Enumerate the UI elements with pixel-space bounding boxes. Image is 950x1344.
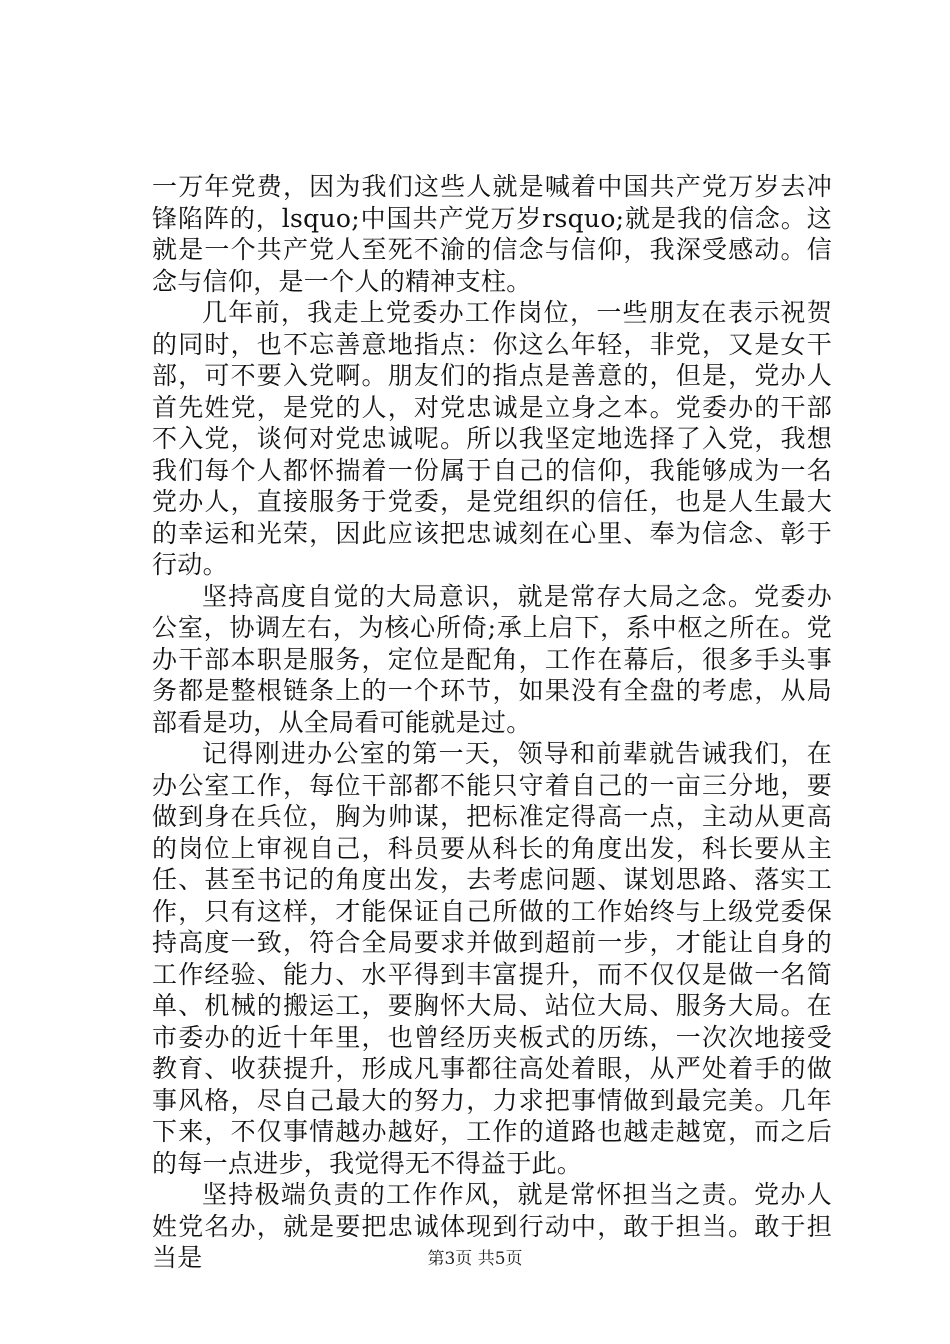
paragraph-3: 坚持高度自觉的大局意识，就是常存大局之念。党委办公室，协调左右，为核心所倚;承上启下，系中枢之所在。党办干部本职是服务，定位是配角，工作在幕后，很多手头事务都是整根链条上的一个环节，如果没有全盘的考虑，从局部看是功，从全局看可能就是过。 xyxy=(152,581,832,737)
paragraph-2: 几年前，我走上党委办工作岗位，一些朋友在表示祝贺的同时，也不忘善意地指点：你这么年轻，非党，又是女干部，可不要入党啊。朋友们的指点是善意的，但是，党办人首先姓党，是党的人，对党忠诚是立身之本。党委办的干部不入党，谈何对党忠诚呢。所以我坚定地选择了入党，我想我们每个人都怀揣着一份属于自己的信仰，我能够成为一名党办人，直接服务于党委，是党组织的信任，也是人生最大的幸运和光荣，因此应该把忠诚刻在心里、奉为信念、彰于行动。 xyxy=(152,298,832,579)
paragraph-1: 一万年党费，因为我们这些人就是喊着中国共产党万岁去冲锋陷阵的，lsquo;中国共产党万岁rsquo;就是我的信念。这就是一个共产党人至死不渝的信念与信仰，我深受感动。信念与信仰，是一个人的精神支柱。 xyxy=(152,172,832,296)
document-body xyxy=(152,171,832,1274)
paragraph-5: 坚持极端负责的工作作风，就是常怀担当之责。党办人姓党名办，就是要把忠诚体现到行动中，敢于担当。敢于担当是 xyxy=(152,1180,832,1272)
paragraph-4: 记得刚进办公室的第一天，领导和前辈就告诫我们，在办公室工作，每位干部都不能只守着自己的一亩三分地，要做到身在兵位，胸为帅谋，把标准定得高一点，主动从更高的岗位上审视自己，科员要从科长的角度出发，科长要从主任、甚至书记的角度出发，去考虑问题、谋划思路、落实工作，只有这样，才能保证自己所做的工作始终与上级党委保持高度一致，符合全局要求并做到超前一步，才能让自身的工作经验、能力、水平得到丰富提升，而不仅仅是做一名简单、机械的搬运工，要胸怀大局、站位大局、服务大局。在市委办的近十年里，也曾经历夹板式的历练，一次次地接受教育、收获提升，形成凡事都往高处着眼，从严处着手的做事风格，尽自己最大的努力，力求把事情做到最完美。几年下来，不仅事情越办越好，工作的道路也越走越宽，而之后的每一点进步，我觉得无不得益于此。 xyxy=(152,739,832,1178)
page-footer: 第3页 共5页 xyxy=(427,1249,523,1269)
